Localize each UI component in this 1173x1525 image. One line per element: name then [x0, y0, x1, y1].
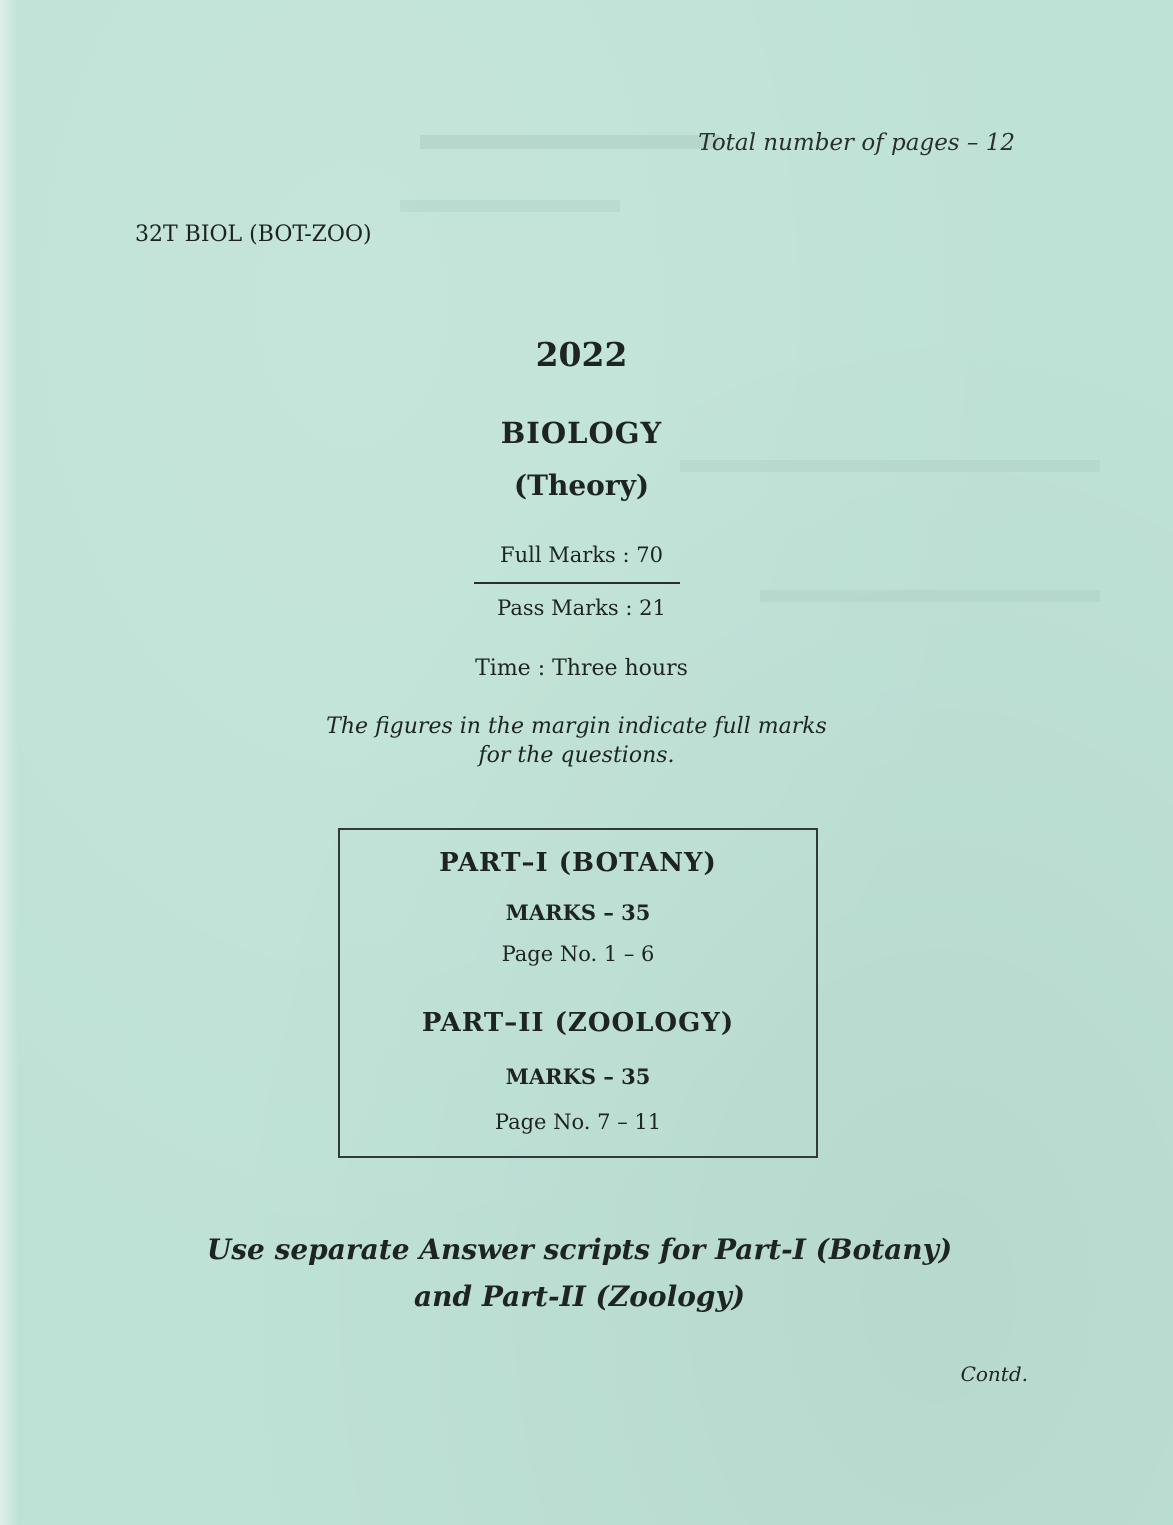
part1-pages: Page No. 1 – 6 — [501, 942, 655, 966]
parts-box — [338, 828, 818, 1158]
answer-script-instruction-line2: and Part-II (Zoology) — [414, 1280, 745, 1313]
part2-title: PART–II (ZOOLOGY) — [421, 1008, 735, 1038]
show-through-lines — [420, 135, 720, 149]
pass-marks: Pass Marks : 21 — [497, 596, 666, 620]
part2-pages: Page No. 7 – 11 — [494, 1110, 662, 1134]
marks-note-line2: for the questions. — [478, 743, 675, 768]
marks-note-line1: The figures in the margin indicate full marks — [326, 714, 827, 739]
paper-code: 32T BIOL (BOT-ZOO) — [135, 222, 372, 247]
show-through-lines — [400, 200, 620, 212]
exam-year: 2022 — [535, 335, 628, 374]
paper-type: (Theory) — [513, 469, 650, 502]
continued-note: Contd. — [960, 1362, 1028, 1386]
subject-title: BIOLOGY — [500, 416, 663, 450]
part1-title: PART–I (BOTANY) — [439, 848, 717, 878]
total-pages-note: Total number of pages – 12 — [698, 130, 1015, 156]
part1-marks: MARKS – 35 — [505, 900, 651, 925]
marks-divider — [474, 582, 680, 584]
part2-marks: MARKS – 35 — [505, 1064, 651, 1089]
answer-script-instruction-line1: Use separate Answer scripts for Part-I (Botany) — [206, 1233, 953, 1266]
full-marks: Full Marks : 70 — [500, 543, 663, 567]
exam-time: Time : Three hours — [475, 656, 688, 681]
